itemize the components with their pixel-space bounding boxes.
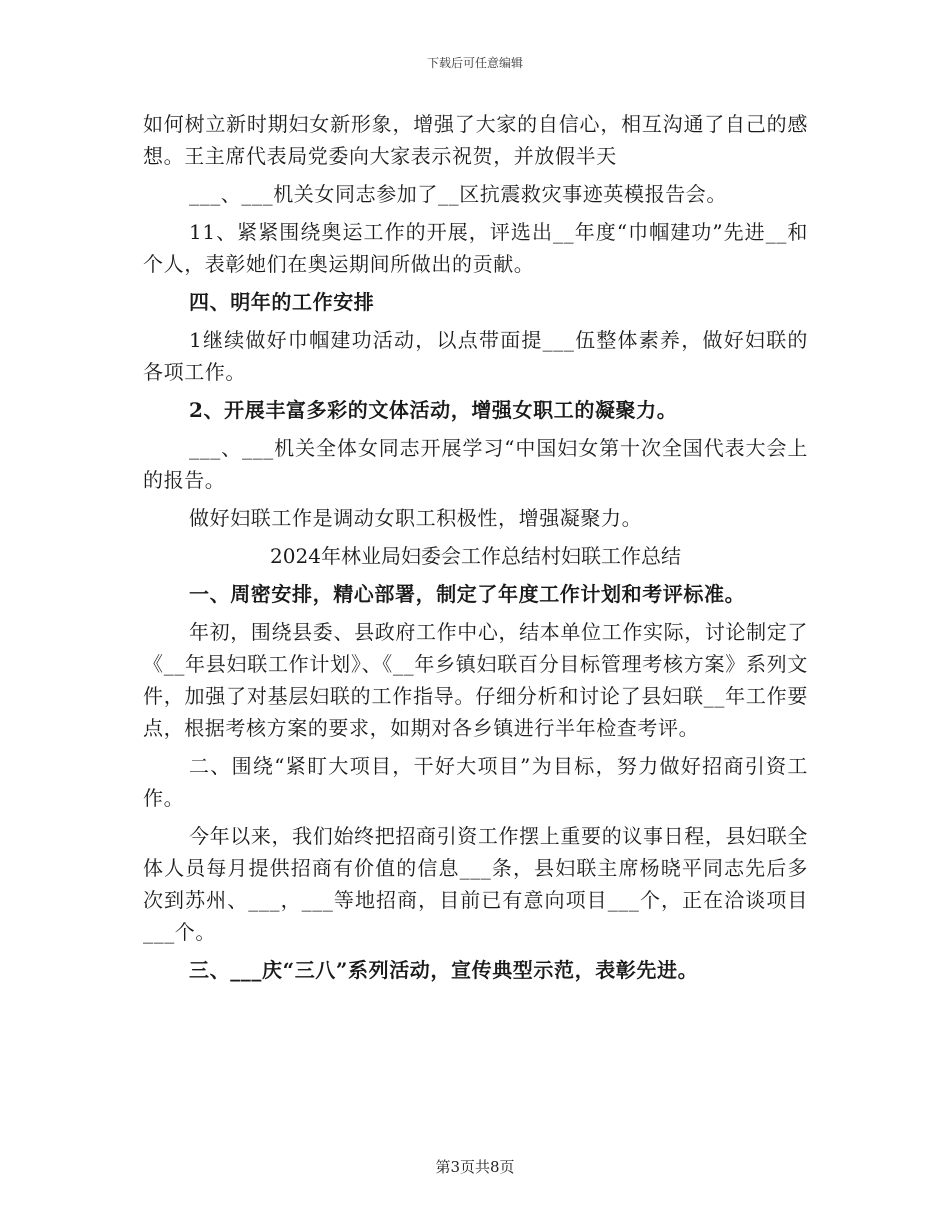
paragraph: 今年以来，我们始终把招商引资工作摆上重要的议事日程，县妇联全体人员每月提供招商有价值的信息___条，县妇联主席杨晓平同志先后多次到苏州、___，___等地招商，目前已有意向项目___个，正在洽谈项目___个。	[143, 824, 808, 944]
section-heading: 2、开展丰富多彩的文体活动，增强女职工的凝聚力。	[189, 398, 678, 422]
paragraph: 1继续做好巾帼建功活动，以点带面提___伍整体素养，做好妇联的各项工作。	[143, 328, 808, 384]
section-heading: 一、周密安排，精心部署，制定了年度工作计划和考评标准。	[189, 582, 746, 606]
page-header-note: 下载后可任意编辑	[426, 56, 523, 70]
page-footer-number: 第3页共8页	[435, 1158, 515, 1176]
document-title: 2024年林业局妇委会工作总结村妇联工作总结	[270, 544, 681, 568]
paragraph: ___、___机关女同志参加了__区抗震救灾事迹英模报告会。	[189, 182, 727, 206]
document-body	[143, 108, 808, 992]
paragraph: 年初，围绕县委、县政府工作中心，结本单位工作实际，讨论制定了《__年县妇联工作计划》、《__年乡镇妇联百分目标管理考核方案》系列文件，加强了对基层妇联的工作指导。仔细分析和讨论了县妇联__年工作要点，根据考核方案的要求，如期对各乡镇进行半年检查考评。	[143, 620, 808, 740]
paragraph: 做好妇联工作是调动女职工积极性，增强凝聚力。	[189, 506, 643, 530]
section-heading: 三、___庆“三八”系列活动，宣传典型示范，表彰先进。	[189, 958, 699, 982]
paragraph: ___、___机关全体女同志开展学习“中国妇女第十次全国代表大会上的报告。	[143, 436, 808, 492]
paragraph: 二、围绕“紧盯大项目，干好大项目”为目标，努力做好招商引资工作。	[143, 754, 808, 810]
paragraph: 如何树立新时期妇女新形象，增强了大家的自信心，相互沟通了自己的感想。王主席代表局党委向大家表示祝贺，并放假半天	[143, 112, 808, 168]
section-heading: 四、明年的工作安排	[189, 290, 375, 314]
paragraph: 11、紧紧围绕奥运工作的开展，评选出__年度“巾帼建功”先进__和个人，表彰她们在奥运期间所做出的贡献。	[143, 220, 808, 276]
